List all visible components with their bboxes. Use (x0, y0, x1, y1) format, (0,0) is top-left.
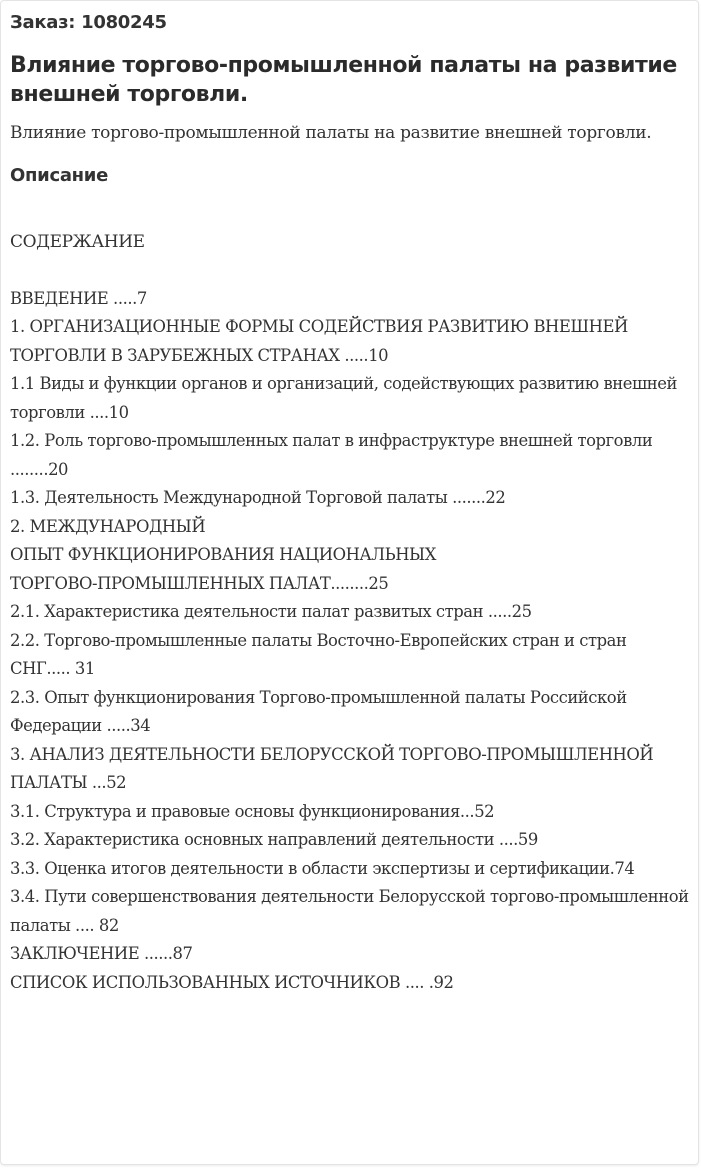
toc-item: 2.3. Опыт функционирования Торгово-промышленной палаты Российской Федерации .....34 (10, 687, 627, 735)
toc-item: ТОРГОВО-ПРОМЫШЛЕННЫХ ПАЛАТ........25 (10, 573, 389, 593)
toc-item: СПИСОК ИСПОЛЬЗОВАННЫХ ИСТОЧНИКОВ .... .92 (10, 972, 454, 992)
toc-item: ЗАКЛЮЧЕНИЕ ......87 (10, 944, 193, 963)
toc-item: 3.2. Характеристика основных направлений деятельности ....59 (10, 830, 538, 849)
toc-item: 3. АНАЛИЗ ДЕЯТЕЛЬНОСТИ БЕЛОРУССКОЙ ТОРГОВО-ПРОМЫШЛЕННОЙ ПАЛАТЫ ...52 (10, 744, 654, 792)
toc-item: 1.1 Виды и функции органов и организаций, содействующих развитию внешней торговли ....10 (10, 374, 677, 422)
toc-item: 3.3. Оценка итогов деятельности в области экспертизы и сертификации.74 (10, 858, 635, 878)
order-number: Заказ: 1080245 (10, 12, 167, 33)
table-of-contents (10, 285, 690, 998)
toc-item: ОПЫТ ФУНКЦИОНИРОВАНИЯ НАЦИОНАЛЬНЫХ (10, 545, 436, 564)
toc-item: 3.1. Структура и правовые основы функционирования...52 (10, 801, 495, 821)
toc-item: 3.4. Пути совершенствования деятельности Белорусской торгово-промышленной палаты .... 82 (10, 887, 689, 935)
toc-heading: СОДЕРЖАНИЕ (10, 232, 145, 252)
toc-item: 1.2. Роль торгово-промышленных палат в инфраструктуре внешней торговли ........20 (10, 431, 653, 479)
toc-item: 2.1. Характеристика деятельности палат развитых стран .....25 (10, 602, 532, 621)
toc-item: ВВЕДЕНИЕ .....7 (10, 288, 147, 308)
toc-item: 1. ОРГАНИЗАЦИОННЫЕ ФОРМЫ СОДЕЙСТВИЯ РАЗВИТИЮ ВНЕШНЕЙ ТОРГОВЛИ В ЗАРУБЕЖНЫХ СТРАНАХ .....10 (10, 317, 628, 365)
toc-item: 1.3. Деятельность Международной Торговой палаты .......22 (10, 488, 506, 507)
description-heading: Описание (10, 165, 109, 186)
page-title: Влияние торгово-промышленной палаты на развитие внешней торговли. (10, 53, 677, 107)
order-content (10, 1, 690, 997)
page-subtitle: Влияние торгово-промышленной палаты на развитие внешней торговли. (10, 123, 652, 143)
toc-item: 2. МЕЖДУНАРОДНЫЙ (10, 516, 206, 536)
toc-item: 2.2. Торгово-промышленные палаты Восточно-Европейских стран и стран СНГ..... 31 (10, 630, 627, 678)
